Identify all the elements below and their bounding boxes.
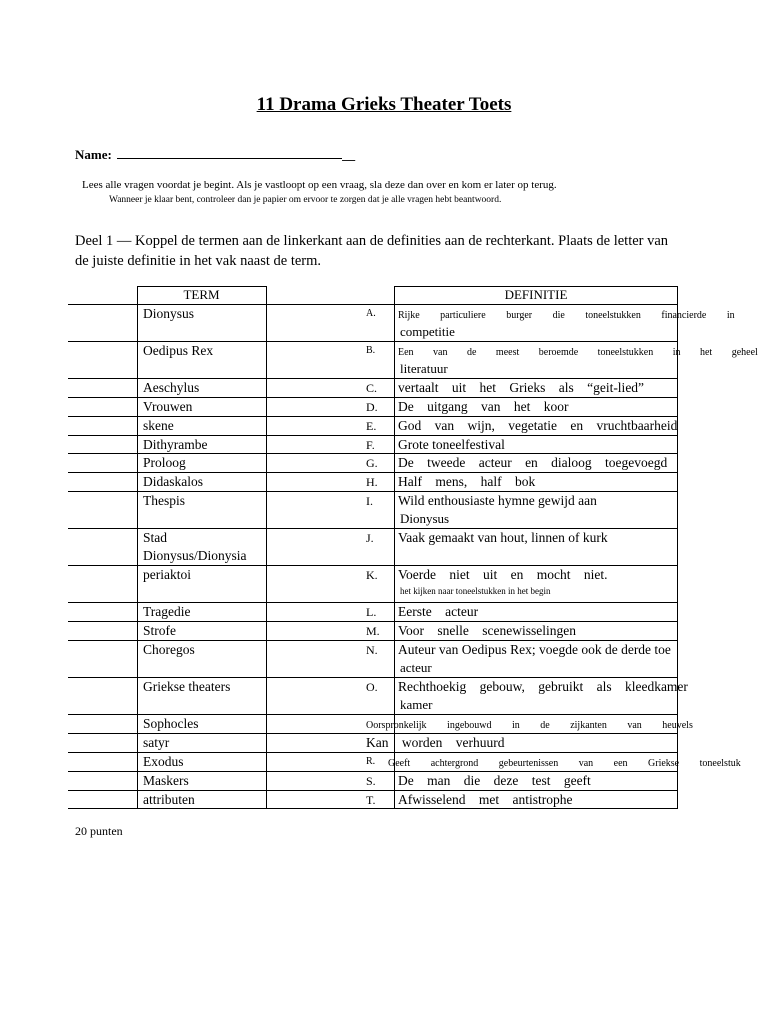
term-cell: Exodus (143, 754, 184, 769)
definition-cell: Grote toneelfestival (398, 437, 505, 452)
definition-cell: De man die deze test geeft (398, 773, 591, 788)
definition-cell: God van wijn, vegetatie en vruchtbaarheid (398, 418, 678, 433)
answer-letter: K. (366, 568, 378, 582)
definition-header: DEFINITIE (504, 287, 568, 302)
answer-letter: B. (366, 345, 376, 356)
answer-letter: F. (366, 438, 375, 452)
definition-cell: Geeft achtergrond gebeurtenissen van een Griekse toneelstuk (388, 758, 741, 769)
answer-letter: I. (366, 494, 373, 508)
page-title: 11 Drama Grieks Theater Toets (256, 94, 512, 115)
answer-letter: L. (366, 605, 377, 619)
answer-letter: M. (366, 624, 380, 638)
table-border-term-left (137, 286, 138, 808)
term-cell: Didaskalos (143, 474, 203, 489)
definition-cell: Rijke particuliere burger die toneelstukken financierde in (398, 310, 735, 321)
term-cell: Stad (143, 530, 168, 545)
definition-cell: vertaalt uit het Grieks als “geit-lied” (398, 380, 645, 395)
name-label: Name: (75, 147, 116, 162)
term-cell: Griekse theaters (143, 679, 231, 694)
definition-cell-line-2: Dionysus (400, 511, 450, 526)
term-cell: Vrouwen (143, 399, 193, 414)
definition-cell-line-2: literatuur (400, 361, 448, 376)
name-trailing: __ (342, 147, 356, 162)
table-border-top-term (137, 286, 266, 287)
answer-letter: R. (366, 756, 376, 767)
term-cell-line-2: Dionysus/Dionysia (143, 548, 247, 563)
definition-cell: Een van de meest beroemde toneelstukken in het geheel (398, 347, 758, 358)
answer-letter: T. (366, 793, 376, 807)
answer-letter: E. (366, 419, 377, 433)
term-cell: Oedipus Rex (143, 343, 214, 358)
section-intro: Deel 1 — Koppel de termen aan de linkerkant aan de definities aan de rechterkant. Plaats de letter van de juiste definitie in het vak naast de term. (75, 233, 669, 269)
definition-cell-line-2: acteur (400, 660, 432, 675)
term-cell: Tragedie (143, 604, 191, 619)
answer-letter: A. (366, 308, 376, 319)
term-cell: Dithyrambe (143, 437, 208, 452)
definition-cell: Afwisselend met antistrophe (398, 792, 573, 807)
term-cell: Aeschylus (143, 380, 200, 395)
answer-letter: G. (366, 456, 378, 470)
definition-cell: Half mens, half bok (398, 474, 536, 489)
definition-cell-line-2: competitie (400, 324, 455, 339)
answer-letter: H. (366, 475, 378, 489)
definition-cell: Vaak gemaakt van hout, linnen of kurk (398, 530, 608, 545)
definition-cell-line-2: het kijken naar toneelstukken in het begin (400, 586, 551, 596)
instructions-line-1: Lees alle vragen voordat je begint. Als je vastloopt op een vraag, sla deze dan over en kom er later op terug. (82, 179, 557, 191)
term-cell: Proloog (143, 455, 186, 470)
definition-cell: Eerste acteur (398, 604, 479, 619)
table-border-top-def (394, 286, 678, 287)
term-cell: satyr (143, 735, 170, 750)
definition-cell: Kan worden verhuurd (366, 735, 505, 750)
term-cell: attributen (143, 792, 195, 807)
term-cell: Maskers (143, 773, 189, 788)
term-cell: periaktoi (143, 567, 191, 582)
answer-letter: O. (366, 680, 378, 694)
definition-cell-line-2: kamer (400, 697, 433, 712)
term-header: TERM (183, 287, 220, 302)
instructions-line-2: Wanneer je klaar bent, controleer dan je papier om ervoor te zorgen dat je alle vragen hebt beantwoord. (109, 195, 502, 205)
points-label: 20 punten (75, 824, 123, 838)
definition-cell: Wild enthousiaste hymne gewijd aan (398, 493, 597, 508)
answer-letter: J. (366, 531, 374, 545)
answer-letter: C. (366, 381, 378, 395)
definition-cell: De uitgang van het koor (398, 399, 569, 414)
name-blank-line[interactable] (117, 146, 342, 159)
answer-letter: D. (366, 400, 378, 414)
definition-cell: Auteur van Oedipus Rex; voegde ook de derde toe (398, 642, 671, 657)
term-cell: Dionysus (143, 306, 195, 321)
term-cell: Thespis (143, 493, 185, 508)
table-border-term-right (266, 286, 267, 808)
term-cell: Strofe (143, 623, 176, 638)
definition-cell: Voor snelle scenewisselingen (398, 623, 576, 638)
definition-cell: Oorspronkelijk ingebouwd in de zijkanten van heuvels (366, 720, 693, 731)
name-field[interactable] (75, 146, 355, 163)
term-cell: Choregos (143, 642, 195, 657)
definition-cell: Voerde niet uit en mocht niet. (398, 567, 608, 582)
term-cell: skene (143, 418, 174, 433)
definition-cell: De tweede acteur en dialoog toegevoegd (398, 455, 668, 470)
definition-cell: Rechthoekig gebouw, gebruikt als kleedkamer (398, 679, 688, 694)
answer-letter: S. (366, 774, 376, 788)
term-cell: Sophocles (143, 716, 199, 731)
answer-letter: N. (366, 643, 378, 657)
